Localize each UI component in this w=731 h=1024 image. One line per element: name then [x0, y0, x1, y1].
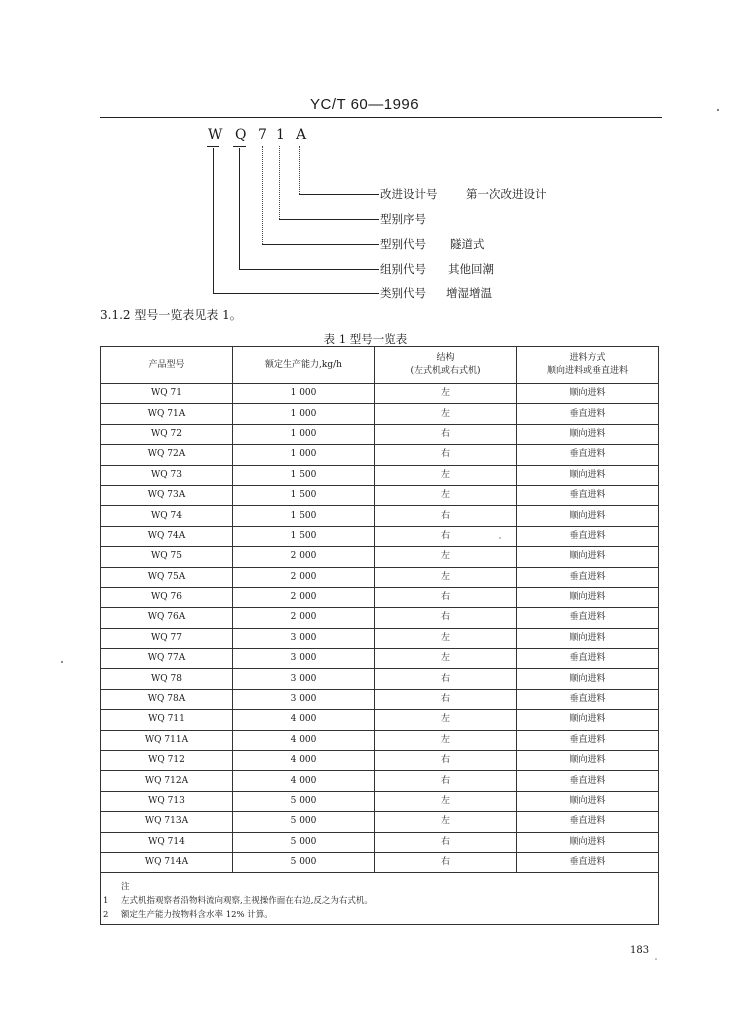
- cell-feed: 垂直进料: [517, 485, 659, 505]
- cell-model: WQ 78A: [101, 689, 233, 709]
- page-number: 183: [630, 945, 650, 956]
- section-3-1-2: 3.1.2 型号一览表见表 1。: [100, 308, 242, 322]
- table-row: [101, 649, 659, 669]
- table-row: [101, 751, 659, 771]
- cell-structure: 右: [375, 669, 517, 689]
- value-type-code: 隧道式: [450, 237, 485, 251]
- cell-feed: 垂直进料: [517, 567, 659, 587]
- table-row: [101, 832, 659, 852]
- cell-feed: 垂直进料: [517, 771, 659, 791]
- cell-model: WQ 71A: [101, 404, 233, 424]
- note-number: 1: [103, 896, 109, 907]
- table-row: [101, 485, 659, 505]
- table-row: [101, 710, 659, 730]
- cell-capacity: 4 000: [233, 730, 375, 750]
- leader-type: [262, 146, 263, 244]
- underline-category: [207, 146, 219, 147]
- cell-feed: 顺向进料: [517, 710, 659, 730]
- cell-structure: 左: [375, 812, 517, 832]
- cell-model: WQ 72A: [101, 445, 233, 465]
- cell-model: WQ 714A: [101, 852, 233, 872]
- cell-feed: 垂直进料: [517, 689, 659, 709]
- cell-structure: 左: [375, 567, 517, 587]
- code-segment-group: Q: [235, 127, 247, 143]
- cell-model: WQ 713: [101, 791, 233, 811]
- cell-structure: 左: [375, 404, 517, 424]
- cell-feed: 顺向进料: [517, 424, 659, 444]
- cell-feed: 顺向进料: [517, 669, 659, 689]
- cell-model: WQ 73A: [101, 485, 233, 505]
- cell-capacity: 3 000: [233, 649, 375, 669]
- header-capacity: 额定生产能力,kg/h: [233, 347, 375, 384]
- cell-feed: 垂直进料: [517, 649, 659, 669]
- cell-capacity: 5 000: [233, 832, 375, 852]
- cell-model: WQ 75A: [101, 567, 233, 587]
- table-row: [101, 506, 659, 526]
- leader-serial: [279, 146, 280, 219]
- table-row: [101, 852, 659, 872]
- cell-capacity: 5 000: [233, 812, 375, 832]
- label-type-code: 型别代号: [380, 237, 426, 251]
- cell-feed: 顺向进料: [517, 791, 659, 811]
- table-row: [101, 730, 659, 750]
- standard-code-header: YC/T 60—1996: [310, 96, 420, 113]
- table-row: [101, 424, 659, 444]
- header-structure: [375, 347, 517, 384]
- cell-capacity: 1 500: [233, 485, 375, 505]
- cell-model: WQ 712A: [101, 771, 233, 791]
- cell-capacity: 3 000: [233, 628, 375, 648]
- model-table-wrapper: [100, 346, 658, 925]
- cell-model: WQ 75: [101, 547, 233, 567]
- table-row: [101, 445, 659, 465]
- cell-feed: 垂直进料: [517, 608, 659, 628]
- cell-feed: 垂直进料: [517, 812, 659, 832]
- cell-structure: 左: [375, 628, 517, 648]
- note-text: 左式机指观察者沿物料流向观察,主视操作面在右边,反之为右式机。: [121, 896, 373, 907]
- value-category-code: 增湿增温: [446, 286, 492, 300]
- table-header-row: [101, 347, 659, 384]
- cell-structure: 右: [375, 445, 517, 465]
- cell-structure: 左: [375, 384, 517, 404]
- cell-feed: 顺向进料: [517, 506, 659, 526]
- header-structure-sub: (左式机或右式机): [410, 366, 481, 376]
- cell-model: WQ 712: [101, 751, 233, 771]
- leader-revision: [299, 146, 300, 194]
- notes-title: 注: [121, 882, 130, 893]
- cell-model: WQ 73: [101, 465, 233, 485]
- hline-revision: [299, 194, 379, 195]
- table-notes-row: [101, 873, 659, 925]
- code-segment-revision: A: [296, 127, 307, 143]
- cell-model: WQ 74A: [101, 526, 233, 546]
- hline-serial: [279, 219, 379, 220]
- cell-model: WQ 711: [101, 710, 233, 730]
- cell-feed: 垂直进料: [517, 730, 659, 750]
- cell-structure: 右: [375, 587, 517, 607]
- cell-capacity: 2 000: [233, 608, 375, 628]
- table-row: [101, 567, 659, 587]
- cell-capacity: 5 000: [233, 852, 375, 872]
- cell-feed: 垂直进料: [517, 852, 659, 872]
- label-revision-no: 改进设计号: [380, 187, 438, 201]
- cell-model: WQ 711A: [101, 730, 233, 750]
- code-segment-category: W: [208, 127, 223, 143]
- cell-capacity: 2 000: [233, 547, 375, 567]
- cell-structure: 右: [375, 832, 517, 852]
- table-row: [101, 547, 659, 567]
- cell-model: WQ 77A: [101, 649, 233, 669]
- cell-feed: 顺向进料: [517, 465, 659, 485]
- table-row: [101, 812, 659, 832]
- table-row: [101, 526, 659, 546]
- cell-structure: 右: [375, 751, 517, 771]
- cell-capacity: 5 000: [233, 791, 375, 811]
- label-group-code: 组别代号: [380, 262, 426, 276]
- code-segment-type: 7: [258, 127, 267, 143]
- cell-structure: 左: [375, 649, 517, 669]
- cell-model: WQ 713A: [101, 812, 233, 832]
- cell-capacity: 1 500: [233, 506, 375, 526]
- cell-model: WQ 78: [101, 669, 233, 689]
- cell-capacity: 1 500: [233, 526, 375, 546]
- underline-group: [233, 146, 246, 147]
- table-row: [101, 465, 659, 485]
- table-row: [101, 628, 659, 648]
- cell-capacity: 1 500: [233, 465, 375, 485]
- hline-group: [239, 269, 379, 270]
- table-row: [101, 669, 659, 689]
- cell-capacity: 1 000: [233, 404, 375, 424]
- cell-structure: 右: [375, 526, 517, 546]
- cell-capacity: 1 000: [233, 384, 375, 404]
- table-row: [101, 608, 659, 628]
- cell-model: WQ 76A: [101, 608, 233, 628]
- cell-structure: 左: [375, 485, 517, 505]
- table-row: [101, 587, 659, 607]
- cell-structure: 右: [375, 424, 517, 444]
- cell-feed: 垂直进料: [517, 445, 659, 465]
- cell-feed: 顺向进料: [517, 628, 659, 648]
- header-feed: [517, 347, 659, 384]
- cell-structure: 右: [375, 771, 517, 791]
- cell-model: WQ 714: [101, 832, 233, 852]
- note-text: 额定生产能力按物料含水率 12% 计算。: [121, 910, 273, 921]
- cell-feed: 顺向进料: [517, 547, 659, 567]
- table-row: [101, 791, 659, 811]
- table-caption: 表 1 型号一览表: [323, 332, 408, 346]
- hline-type: [262, 244, 379, 245]
- label-category-code: 类别代号: [380, 286, 426, 300]
- table-row: [101, 771, 659, 791]
- cell-feed: 垂直进料: [517, 404, 659, 424]
- cell-structure: 左: [375, 791, 517, 811]
- leader-group: [239, 148, 240, 269]
- cell-model: WQ 76: [101, 587, 233, 607]
- cell-structure: 左: [375, 547, 517, 567]
- cell-feed: 顺向进料: [517, 832, 659, 852]
- cell-capacity: 3 000: [233, 689, 375, 709]
- cell-structure: 左: [375, 710, 517, 730]
- cell-structure: 右: [375, 852, 517, 872]
- cell-capacity: 3 000: [233, 669, 375, 689]
- cell-feed: 垂直进料: [517, 526, 659, 546]
- cell-structure: 左: [375, 465, 517, 485]
- code-segment-serial: 1: [276, 127, 285, 143]
- cell-model: WQ 72: [101, 424, 233, 444]
- value-revision-no: 第一次改进设计: [466, 187, 547, 201]
- table-notes: [101, 873, 659, 925]
- table-row: [101, 404, 659, 424]
- cell-feed: 顺向进料: [517, 751, 659, 771]
- cell-model: WQ 77: [101, 628, 233, 648]
- label-serial-no: 型别序号: [380, 212, 426, 226]
- cell-structure: 右: [375, 608, 517, 628]
- note-item: [103, 908, 658, 922]
- cell-structure: 左: [375, 730, 517, 750]
- note-item: [103, 894, 658, 908]
- cell-capacity: 4 000: [233, 751, 375, 771]
- cell-structure: 右: [375, 689, 517, 709]
- cell-model: WQ 74: [101, 506, 233, 526]
- cell-feed: 顺向进料: [517, 587, 659, 607]
- table-row: [101, 384, 659, 404]
- cell-feed: 顺向进料: [517, 384, 659, 404]
- cell-model: WQ 71: [101, 384, 233, 404]
- header-model: 产品型号: [101, 347, 233, 384]
- cell-capacity: 2 000: [233, 587, 375, 607]
- header-feed-sub: 顺向进料或垂直进料: [546, 366, 628, 376]
- model-code-diagram: [0, 0, 731, 320]
- table-row: [101, 689, 659, 709]
- cell-capacity: 4 000: [233, 710, 375, 730]
- cell-capacity: 1 000: [233, 424, 375, 444]
- cell-capacity: 2 000: [233, 567, 375, 587]
- header-feed-title: 进料方式: [569, 353, 606, 363]
- note-number: 2: [103, 910, 109, 921]
- value-group-code: 其他回潮: [448, 262, 494, 276]
- cell-structure: 右: [375, 506, 517, 526]
- model-table: [100, 346, 659, 925]
- header-structure-title: 结构: [436, 353, 455, 363]
- hline-category: [213, 293, 379, 294]
- leader-category: [213, 148, 214, 293]
- cell-capacity: 1 000: [233, 445, 375, 465]
- cell-capacity: 4 000: [233, 771, 375, 791]
